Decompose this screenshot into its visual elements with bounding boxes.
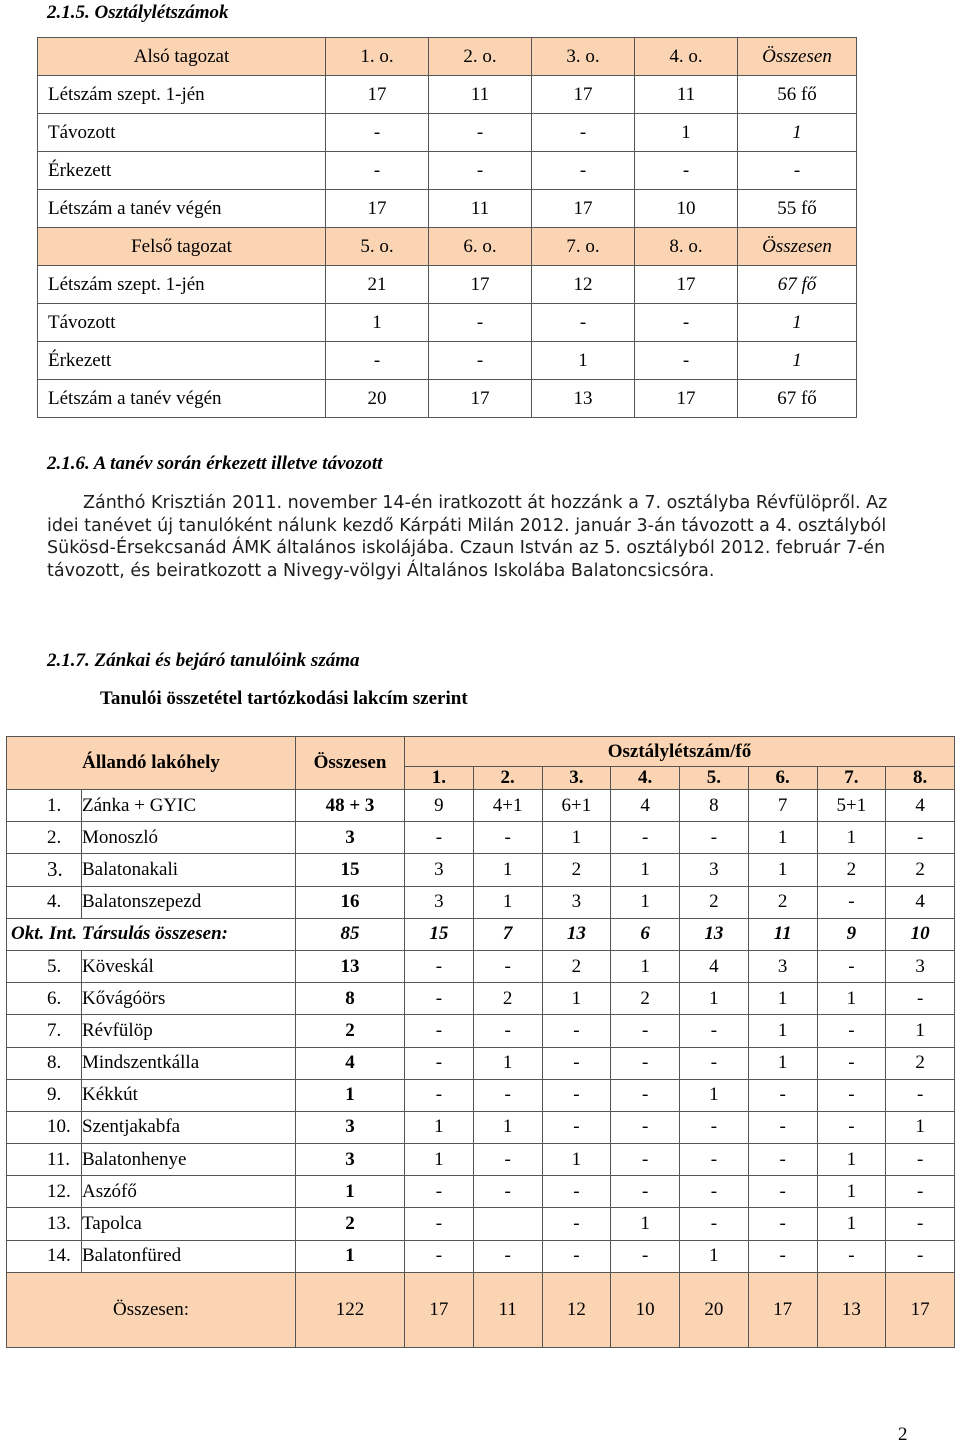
row-number: 14. (7, 1240, 82, 1272)
row-label: Létszám a tanév végén (38, 380, 326, 418)
cell-value: - (886, 983, 955, 1015)
residence-name: Révfülöp (82, 1015, 296, 1047)
cell-value: 13 (532, 380, 635, 418)
cell-value: 1 (473, 1047, 542, 1079)
subtotal-row (7, 918, 955, 950)
cell-value: 1 (748, 854, 817, 886)
cell-value: 12 (542, 1272, 611, 1347)
table-row (7, 1208, 955, 1240)
cell-value: 11 (635, 76, 738, 114)
cell-value: 1 (542, 1144, 611, 1176)
cell-value: - (817, 1240, 886, 1272)
row-number: 5. (7, 950, 82, 982)
grand-total-row (7, 1272, 955, 1347)
cell-value: - (473, 1079, 542, 1111)
row-label: Létszám szept. 1-jén (38, 76, 326, 114)
col-header-total: Összesen (296, 737, 405, 790)
table-row (7, 822, 955, 854)
cell-value: 1 (473, 854, 542, 886)
row-total: 1 (296, 1079, 405, 1111)
class-header: 3. (542, 767, 611, 790)
cell-value: 3 (405, 854, 474, 886)
cell-value: 1 (817, 822, 886, 854)
residence-name: Balatonfüred (82, 1240, 296, 1272)
cell-value: - (405, 1047, 474, 1079)
row-label: Érkezett (38, 342, 326, 380)
residence-name: Mindszentkálla (82, 1047, 296, 1079)
cell-value: 12 (532, 266, 635, 304)
row-number: 9. (7, 1079, 82, 1111)
cell-value: 17 (635, 266, 738, 304)
column-header: 3. o. (532, 38, 635, 76)
cell-value: - (473, 1144, 542, 1176)
cell-value: 13 (542, 918, 611, 950)
cell-value: - (473, 1015, 542, 1047)
cell-value: - (473, 1240, 542, 1272)
cell-value: 20 (680, 1272, 749, 1347)
cell-value: - (680, 822, 749, 854)
cell-value: 1 (405, 1111, 474, 1143)
cell-value: 13 (680, 918, 749, 950)
row-total: 3 (296, 1111, 405, 1143)
cell-value: 1 (748, 822, 817, 854)
table-row (7, 1015, 955, 1047)
cell-value: 1 (405, 1144, 474, 1176)
cell-value: 2 (473, 983, 542, 1015)
row-total: 4 (296, 1047, 405, 1079)
cell-value: 2 (680, 886, 749, 918)
cell-value: - (886, 1240, 955, 1272)
row-number: 11. (7, 1144, 82, 1176)
row-total: 67 fő (738, 380, 857, 418)
cell-value: 1 (611, 950, 680, 982)
cell-value: 6+1 (542, 790, 611, 822)
cell-value: - (680, 1208, 749, 1240)
cell-value: - (405, 1176, 474, 1208)
paragraph-text: Zánthó Krisztián 2011. november 14-én iratkozott át hozzánk a 7. osztályba Révfülöpről. Az idei tanévet új tanulóként nálunk kezdő Kárpáti Milán 2012. január 3-án távozott a 4. osztályból Sükösd-Érsekcsanád ÁMK általános iskolájába. Czaun István az 5. osztályból 2012. február 7-én távozott, és beiratkozott a Nivegy-völgyi Általános Iskolába Balatoncsicsóra. (47, 493, 888, 581)
row-total: 16 (296, 886, 405, 918)
cell-value: - (886, 1079, 955, 1111)
cell-value: 1 (326, 304, 429, 342)
column-header: 6. o. (429, 228, 532, 266)
cell-value: 1 (748, 1047, 817, 1079)
row-total: 3 (296, 1144, 405, 1176)
cell-value: - (405, 1240, 474, 1272)
class-header: 6. (748, 767, 817, 790)
row-number: 4. (7, 886, 82, 918)
row-label: Távozott (38, 304, 326, 342)
cell-value: - (817, 950, 886, 982)
cell-value: 10 (611, 1272, 680, 1347)
cell-value: 1 (817, 1144, 886, 1176)
cell-value: 3 (405, 886, 474, 918)
residence-name: Tapolca (82, 1208, 296, 1240)
cell-value: 17 (532, 190, 635, 228)
residence-table-title: Tanulói összetétel tartózkodási lakcím szerint (100, 688, 468, 709)
cell-value: 1 (680, 1079, 749, 1111)
cell-value: 1 (611, 886, 680, 918)
cell-value: - (680, 1176, 749, 1208)
cell-value: - (532, 304, 635, 342)
cell-value: 1 (611, 1208, 680, 1240)
cell-value: - (748, 1079, 817, 1111)
row-label: Létszám szept. 1-jén (38, 266, 326, 304)
row-number: 12. (7, 1176, 82, 1208)
grand-total-value: 122 (296, 1272, 405, 1347)
cell-value: - (817, 1015, 886, 1047)
cell-value: - (405, 1079, 474, 1111)
cell-value: 9 (817, 918, 886, 950)
row-total: 2 (296, 1015, 405, 1047)
row-total: 3 (296, 822, 405, 854)
col-header-class-sizes: Osztálylétszám/fő (405, 737, 955, 767)
subtotal-total: 85 (296, 918, 405, 950)
cell-value: 4 (611, 790, 680, 822)
cell-value: 17 (748, 1272, 817, 1347)
cell-value: 2 (817, 854, 886, 886)
cell-value: 20 (326, 380, 429, 418)
class-header: 7. (817, 767, 886, 790)
row-total: 13 (296, 950, 405, 982)
cell-value: 4 (886, 790, 955, 822)
cell-value: - (473, 822, 542, 854)
cell-value: 6 (611, 918, 680, 950)
row-total: 1 (738, 342, 857, 380)
col-header-residence: Állandó lakóhely (7, 737, 296, 790)
cell-value: - (886, 1176, 955, 1208)
cell-value: - (611, 1079, 680, 1111)
column-header: Összesen (738, 228, 857, 266)
cell-value: - (817, 886, 886, 918)
cell-value: 21 (326, 266, 429, 304)
residence-name: Kővágóörs (82, 983, 296, 1015)
row-total: 55 fő (738, 190, 857, 228)
row-number: 6. (7, 983, 82, 1015)
cell-value: 3 (748, 950, 817, 982)
cell-value: - (680, 1111, 749, 1143)
row-number: 2. (7, 822, 82, 854)
cell-value: - (542, 1079, 611, 1111)
cell-value: 4 (886, 886, 955, 918)
row-total: 1 (738, 114, 857, 152)
cell-value: 1 (817, 1176, 886, 1208)
cell-value: 7 (748, 790, 817, 822)
cell-value: 4+1 (473, 790, 542, 822)
cell-value: 1 (680, 1240, 749, 1272)
cell-value: 10 (886, 918, 955, 950)
row-number: 10. (7, 1111, 82, 1143)
residence-name: Monoszló (82, 822, 296, 854)
cell-value: - (886, 1144, 955, 1176)
table-row (38, 76, 857, 114)
class-header: 4. (611, 767, 680, 790)
cell-value: - (326, 342, 429, 380)
table-row (38, 266, 857, 304)
cell-value: - (748, 1208, 817, 1240)
cell-value: 5+1 (817, 790, 886, 822)
cell-value: - (817, 1079, 886, 1111)
column-header: 7. o. (532, 228, 635, 266)
cell-value: 1 (886, 1111, 955, 1143)
cell-value (473, 1208, 542, 1240)
row-number: 7. (7, 1015, 82, 1047)
section-heading-residents: 2.1.7. Zánkai és bejáró tanulóink száma (47, 650, 360, 671)
cell-value: 1 (817, 1208, 886, 1240)
residence-name: Balatonakali (82, 854, 296, 886)
row-total: 67 fő (738, 266, 857, 304)
cell-value: 9 (405, 790, 474, 822)
column-header: Összesen (738, 38, 857, 76)
page-number: 2 (898, 1424, 908, 1445)
upper-grade-title: Felső tagozat (38, 228, 326, 266)
cell-value: - (405, 1208, 474, 1240)
subtotal-label: Okt. Int. Társulás összesen: (7, 918, 296, 950)
table-row (38, 304, 857, 342)
row-total: 15 (296, 854, 405, 886)
cell-value: - (473, 950, 542, 982)
cell-value: 2 (748, 886, 817, 918)
cell-value: - (748, 1176, 817, 1208)
row-total: 8 (296, 983, 405, 1015)
column-header: 8. o. (635, 228, 738, 266)
table-row (7, 886, 955, 918)
cell-value: 17 (326, 190, 429, 228)
cell-value: - (635, 152, 738, 190)
table-row (7, 950, 955, 982)
cell-value: - (680, 1047, 749, 1079)
class-size-table (37, 37, 857, 418)
cell-value: 4 (680, 950, 749, 982)
cell-value: 11 (429, 190, 532, 228)
cell-value: 11 (748, 918, 817, 950)
row-label: Távozott (38, 114, 326, 152)
cell-value: - (680, 1144, 749, 1176)
cell-value: - (429, 114, 532, 152)
row-total: 1 (738, 304, 857, 342)
cell-value: 1 (611, 854, 680, 886)
cell-value: 10 (635, 190, 738, 228)
row-label: Érkezett (38, 152, 326, 190)
cell-value: 1 (748, 983, 817, 1015)
cell-value: 3 (680, 854, 749, 886)
cell-value: - (542, 1047, 611, 1079)
row-number: 13. (7, 1208, 82, 1240)
cell-value: - (611, 1015, 680, 1047)
row-number: 1. (7, 790, 82, 822)
table-row (38, 380, 857, 418)
cell-value: - (635, 342, 738, 380)
residence-name: Szentjakabfa (82, 1111, 296, 1143)
row-total: 1 (296, 1176, 405, 1208)
table-row (38, 114, 857, 152)
cell-value: 2 (886, 1047, 955, 1079)
section-heading-class-sizes: 2.1.5. Osztálylétszámok (47, 2, 229, 23)
cell-value: - (611, 1111, 680, 1143)
cell-value: - (405, 822, 474, 854)
cell-value: - (405, 950, 474, 982)
cell-value: - (542, 1208, 611, 1240)
cell-value: - (532, 152, 635, 190)
cell-value: 13 (817, 1272, 886, 1347)
cell-value: - (429, 304, 532, 342)
cell-value: 3 (542, 886, 611, 918)
residence-name: Kékkút (82, 1079, 296, 1111)
table-row (7, 854, 955, 886)
cell-value: 17 (405, 1272, 474, 1347)
row-total: - (738, 152, 857, 190)
cell-value: 17 (635, 380, 738, 418)
column-header: 4. o. (635, 38, 738, 76)
cell-value: 1 (473, 1111, 542, 1143)
cell-value: 1 (886, 1015, 955, 1047)
cell-value: 15 (405, 918, 474, 950)
cell-value: 1 (542, 822, 611, 854)
table-row (7, 1111, 955, 1143)
residence-table-header-row (7, 737, 955, 767)
column-header: 2. o. (429, 38, 532, 76)
cell-value: 1 (473, 886, 542, 918)
cell-value: - (542, 1015, 611, 1047)
column-header: 5. o. (326, 228, 429, 266)
lower-grade-title: Alsó tagozat (38, 38, 326, 76)
table-row (38, 342, 857, 380)
table-row (7, 983, 955, 1015)
row-label: Létszám a tanév végén (38, 190, 326, 228)
cell-value: - (817, 1047, 886, 1079)
residence-name: Köveskál (82, 950, 296, 982)
cell-value: - (748, 1240, 817, 1272)
cell-value: - (886, 822, 955, 854)
cell-value: - (326, 152, 429, 190)
cell-value: 2 (611, 983, 680, 1015)
row-number: 3. (7, 854, 82, 886)
table-row (7, 1176, 955, 1208)
section-heading-arrivals-departures: 2.1.6. A tanév során érkezett illetve távozott (47, 453, 383, 474)
cell-value: - (680, 1015, 749, 1047)
cell-value: - (886, 1208, 955, 1240)
cell-value: - (611, 1144, 680, 1176)
residence-name: Balatonszepezd (82, 886, 296, 918)
cell-value: - (817, 1111, 886, 1143)
class-header: 1. (405, 767, 474, 790)
table-row (7, 1144, 955, 1176)
row-total: 2 (296, 1208, 405, 1240)
cell-value: - (611, 822, 680, 854)
cell-value: 7 (473, 918, 542, 950)
cell-value: 17 (532, 76, 635, 114)
cell-value: - (326, 114, 429, 152)
cell-value: - (748, 1144, 817, 1176)
class-header: 2. (473, 767, 542, 790)
table-row (38, 190, 857, 228)
cell-value: 8 (680, 790, 749, 822)
cell-value: - (611, 1240, 680, 1272)
cell-value: 11 (473, 1272, 542, 1347)
row-total: 1 (296, 1240, 405, 1272)
cell-value: 17 (326, 76, 429, 114)
table-row (7, 1240, 955, 1272)
row-total: 56 fő (738, 76, 857, 114)
table-row (38, 152, 857, 190)
cell-value: 17 (429, 380, 532, 418)
cell-value: 2 (542, 854, 611, 886)
cell-value: - (473, 1176, 542, 1208)
cell-value: - (532, 114, 635, 152)
cell-value: - (542, 1111, 611, 1143)
cell-value: - (542, 1240, 611, 1272)
cell-value: - (635, 304, 738, 342)
table-row (7, 1079, 955, 1111)
cell-value: 3 (886, 950, 955, 982)
cell-value: 1 (748, 1015, 817, 1047)
cell-value: - (748, 1111, 817, 1143)
grand-total-label: Összesen: (7, 1272, 296, 1347)
cell-value: 1 (635, 114, 738, 152)
cell-value: - (542, 1176, 611, 1208)
residence-name: Aszófő (82, 1176, 296, 1208)
column-header: 1. o. (326, 38, 429, 76)
cell-value: 1 (817, 983, 886, 1015)
class-header: 5. (680, 767, 749, 790)
row-number: 8. (7, 1047, 82, 1079)
table-row (7, 1047, 955, 1079)
lower-grade-header-row (38, 38, 857, 76)
cell-value: - (405, 983, 474, 1015)
cell-value: 17 (886, 1272, 955, 1347)
table-row (7, 790, 955, 822)
cell-value: 2 (886, 854, 955, 886)
upper-grade-header-row (38, 228, 857, 266)
cell-value: 17 (429, 266, 532, 304)
row-total: 48 + 3 (296, 790, 405, 822)
cell-value: 11 (429, 76, 532, 114)
cell-value: - (429, 342, 532, 380)
cell-value: - (405, 1015, 474, 1047)
arrivals-departures-paragraph (47, 492, 907, 582)
cell-value: - (611, 1047, 680, 1079)
cell-value: - (429, 152, 532, 190)
cell-value: - (611, 1176, 680, 1208)
residence-table (6, 736, 955, 1348)
cell-value: 1 (542, 983, 611, 1015)
residence-name: Zánka + GYIC (82, 790, 296, 822)
cell-value: 1 (680, 983, 749, 1015)
class-header: 8. (886, 767, 955, 790)
cell-value: 1 (532, 342, 635, 380)
residence-name: Balatonhenye (82, 1144, 296, 1176)
cell-value: 2 (542, 950, 611, 982)
